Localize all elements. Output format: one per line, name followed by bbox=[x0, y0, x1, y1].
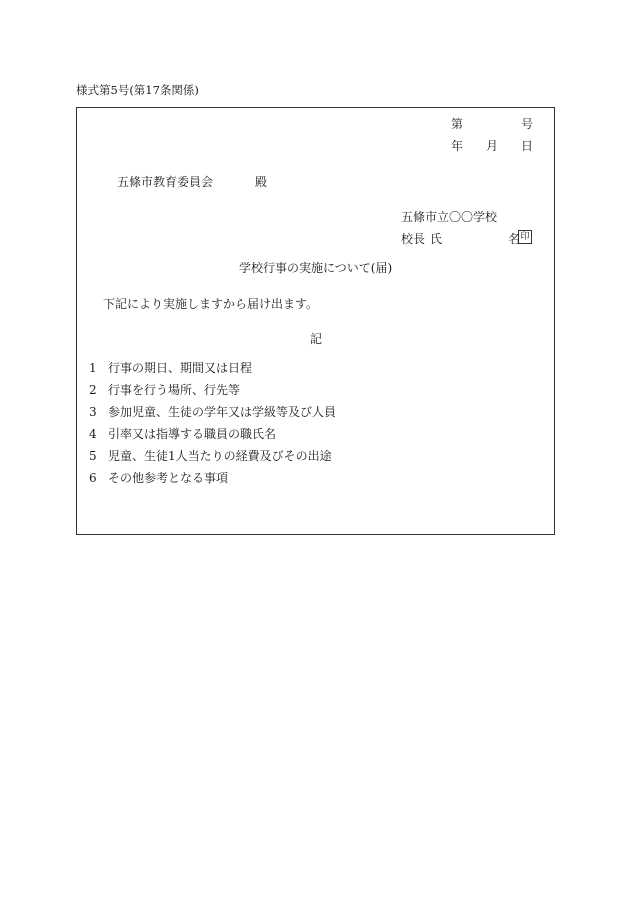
document-number-prefix: 第 bbox=[451, 117, 464, 131]
date-day-label: 日 bbox=[521, 139, 534, 153]
sender-name-label-shi: 氏 bbox=[430, 232, 443, 246]
item-text: 児童、生徒1人当たりの経費及びその出途 bbox=[108, 449, 332, 463]
sender-name-label-mei: 名 bbox=[508, 232, 521, 246]
item-text: 引率又は指導する職員の職氏名 bbox=[108, 427, 277, 441]
sender-title: 校長 bbox=[401, 232, 426, 246]
item-text: その他参考となる事項 bbox=[108, 471, 229, 485]
ki-heading: 記 bbox=[310, 332, 323, 346]
document-title: 学校行事の実施について(届) bbox=[239, 261, 393, 275]
item-number: 3 bbox=[89, 405, 97, 419]
date-month-label: 月 bbox=[486, 139, 499, 153]
item-text: 行事の期日、期間又は日程 bbox=[108, 361, 253, 375]
addressee-honorific: 殿 bbox=[255, 175, 268, 189]
sender-school-name: 五條市立〇〇学校 bbox=[401, 210, 498, 224]
intro-sentence: 下記により実施しますから届け出ます。 bbox=[103, 297, 319, 311]
item-text: 行事を行う場所、行先等 bbox=[108, 383, 241, 397]
item-number: 2 bbox=[89, 383, 97, 397]
item-number: 5 bbox=[89, 449, 97, 463]
addressee-name: 五條市教育委員会 bbox=[117, 175, 214, 189]
form-number-label: 様式第5号(第17条関係) bbox=[76, 83, 199, 97]
item-text: 参加児童、生徒の学年又は学級等及び人員 bbox=[108, 405, 337, 419]
seal-stamp-box: 印 bbox=[518, 230, 532, 244]
date-year-label: 年 bbox=[451, 139, 464, 153]
document-number-suffix: 号 bbox=[521, 117, 534, 131]
item-number: 1 bbox=[89, 361, 97, 375]
item-number: 6 bbox=[89, 471, 97, 485]
item-number: 4 bbox=[89, 427, 97, 441]
